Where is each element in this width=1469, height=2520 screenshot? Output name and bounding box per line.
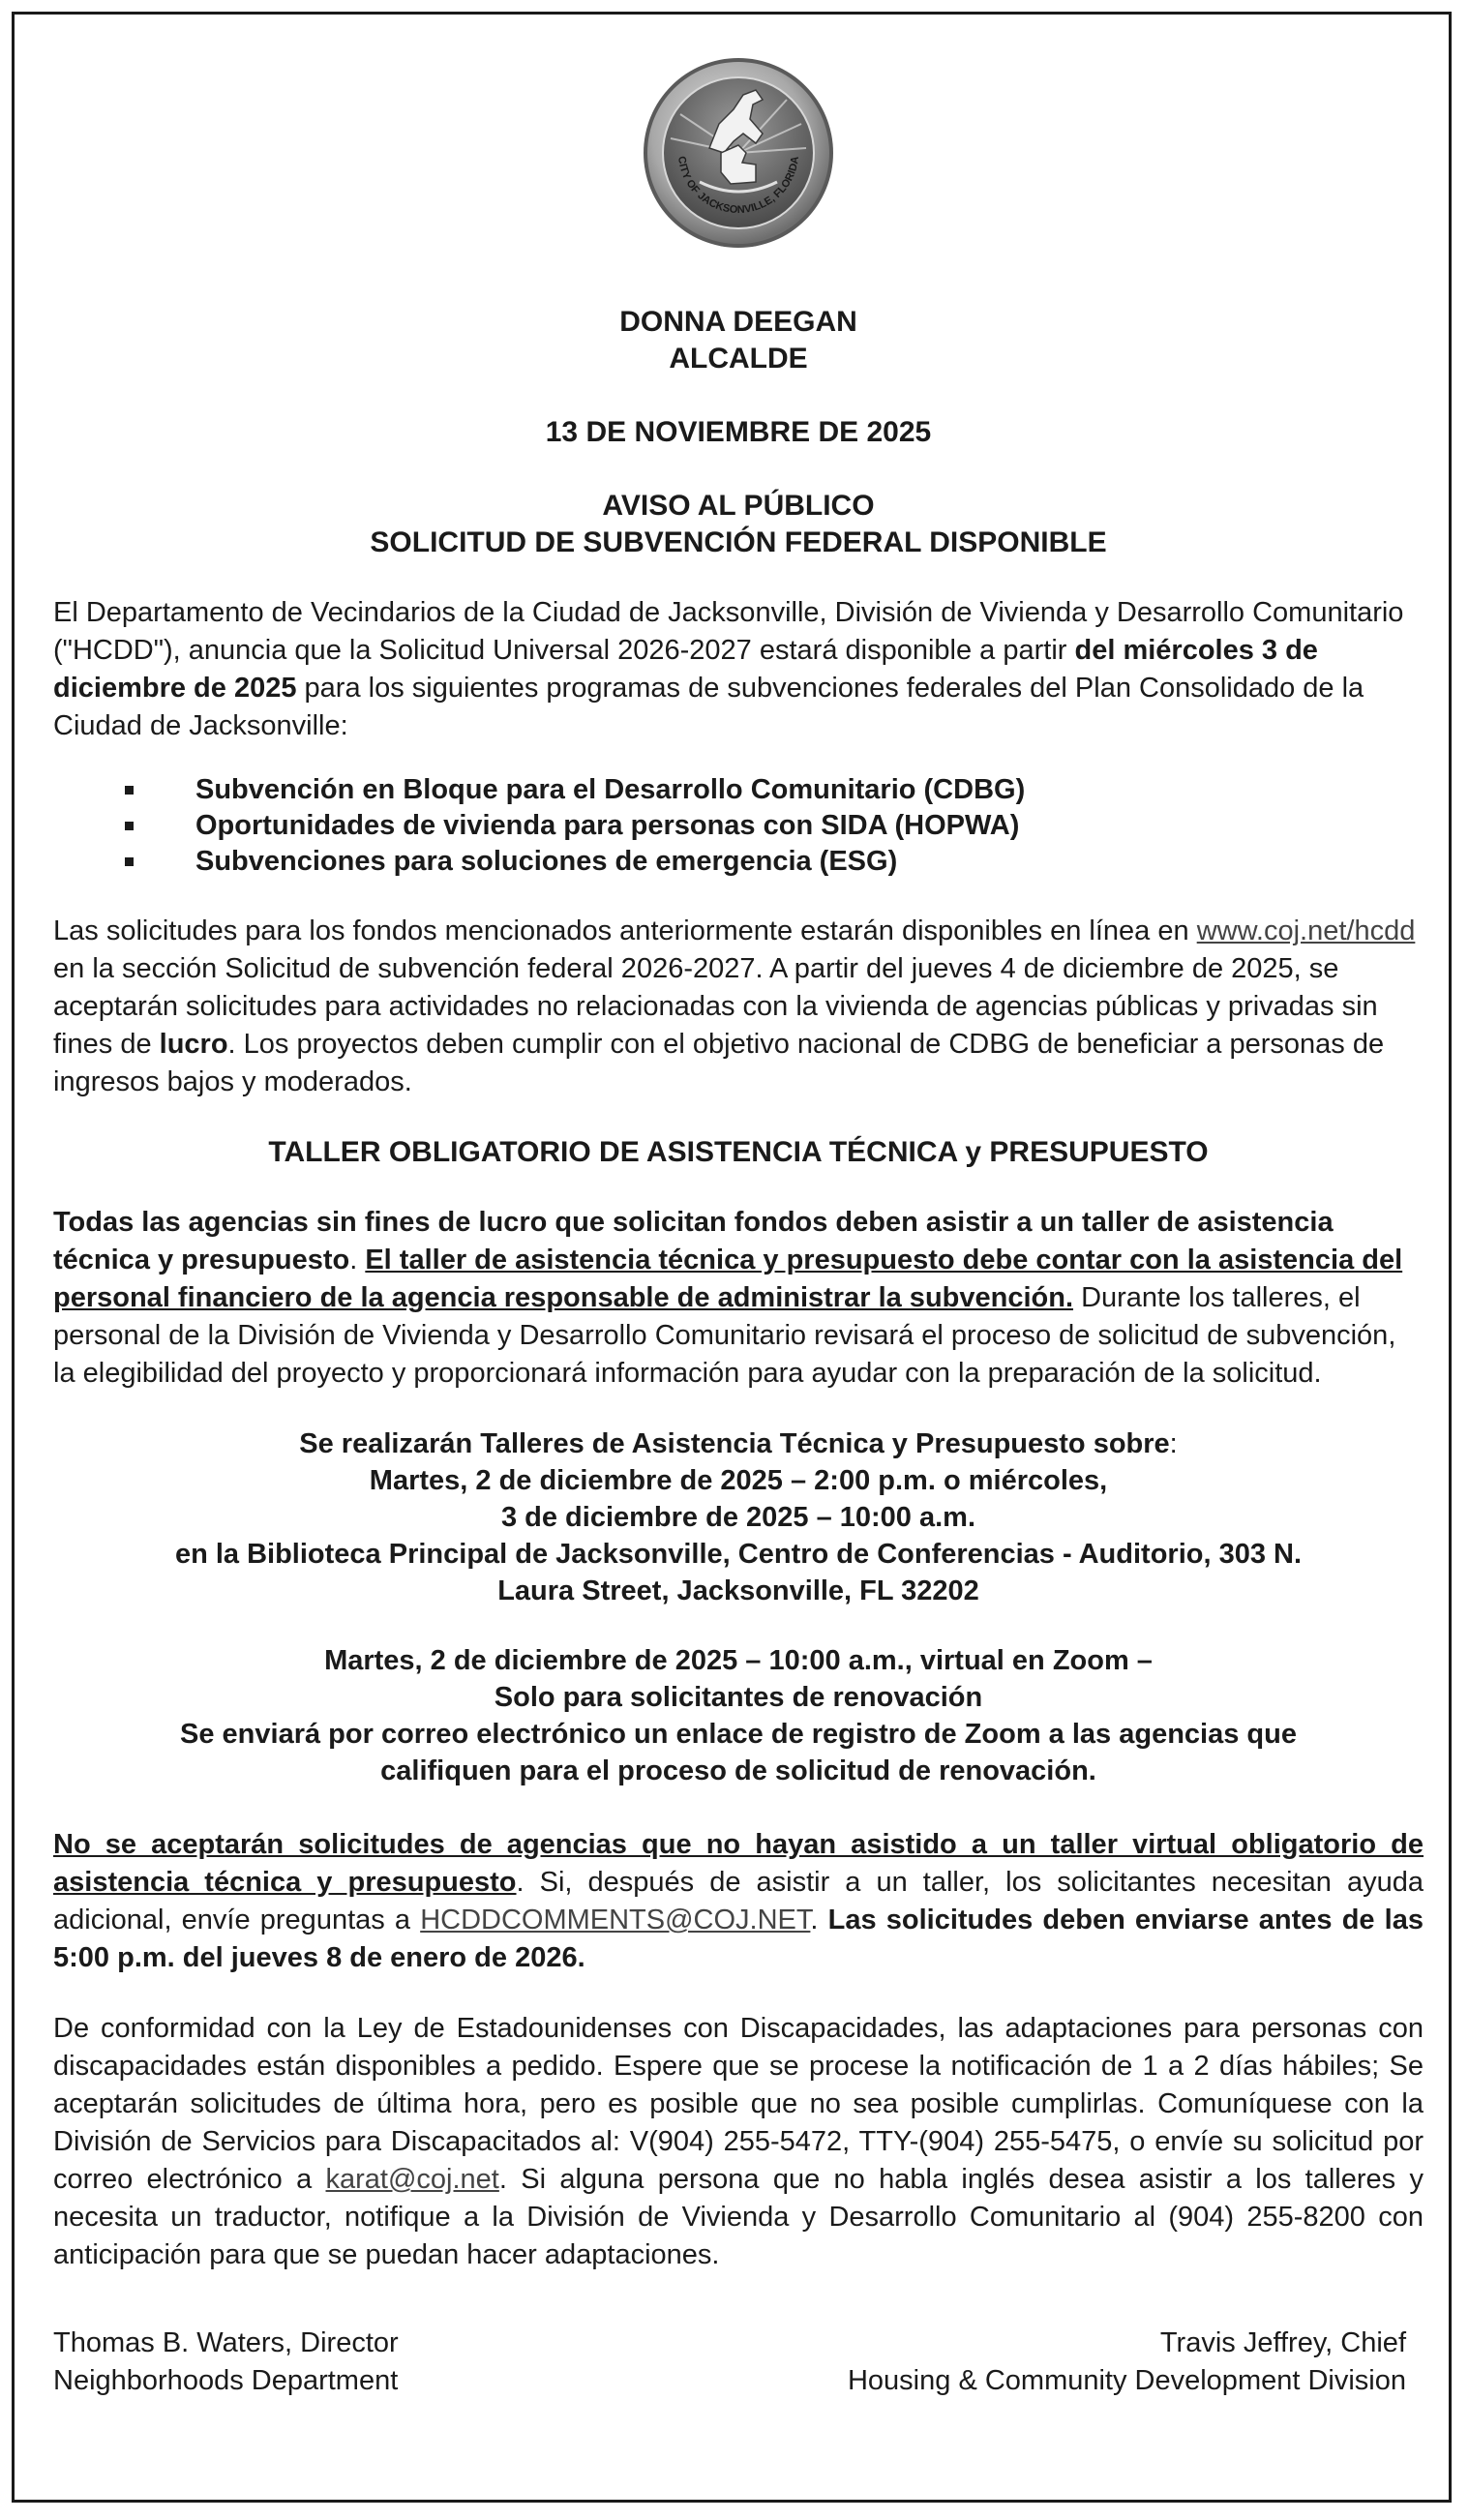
signature-left: Thomas B. Waters, Director Neighborhoods Department [53, 2327, 399, 2396]
workshop-sessions: Se realizarán Talleres de Asistencia Técnica y Presupuesto sobre: Martes, 2 de diciembre de 2025 – 2:00 p.m. o miércoles, 3 de diciembre de 2025 – 10:00 a.m. en la Biblioteca Principal de Jacksonville, Centro de Conferencias - Auditorio, 303 N. Laura Street, Jacksonville, FL 32202 [53, 1425, 1424, 1609]
sessions-intro: Se realizarán Talleres de Asistencia Técnica y Presupuesto sobre [299, 1428, 1170, 1459]
intro-paragraph: El Departamento de Vecindarios de la Ciudad de Jacksonville, División de Vivienda y Desarrollo Comunitario ("HCDD"), anuncia que la Solicitud Universal 2026-2027 estará disponible a partir del miércoles 3 de diciembre de 2025 para los siguientes programas de subvenciones federales del Plan Consolidado de la Ciudad de Jacksonville: [53, 597, 1404, 741]
signature-block [53, 2325, 1424, 2400]
notice-document [53, 56, 1424, 2400]
workshop-heading: TALLER OBLIGATORIO DE ASISTENCIA TÉCNICA y PRESUPUESTO [268, 1136, 1209, 1168]
availability-paragraph: Las solicitudes para los fondos mencionados anteriormente estarán disponibles en línea en www.coj.net/hcdd en la sección Solicitud de subvención federal 2026-2027. A partir del jueves 4 de diciembre de 2025, se aceptarán solicitudes para actividades no relacionadas con la vivienda de agencias públicas y privadas sin fines de lucro. Los proyectos deben cumplir con el objetivo nacional de CDBG de beneficiar a personas de ingresos bajos y moderados. [53, 915, 1416, 1097]
mayor-title: ALCALDE [669, 343, 808, 375]
hcdd-comments-email-link[interactable]: HCDDCOMMENTS@COJ.NET [420, 1905, 811, 1935]
city-seal-logo [642, 56, 835, 250]
karat-email-link[interactable]: karat@coj.net [325, 2164, 499, 2195]
hcdd-website-link[interactable]: www.coj.net/hcdd [1196, 915, 1416, 946]
workshop-paragraph: Todas las agencias sin fines de lucro que solicitan fondos deben asistir a un taller de asistencia técnica y presupuesto. El taller de asistencia técnica y presupuesto debe contar con la asistencia del personal financiero de la agencia responsable de administrar la subvención. Durante los talleres, el personal de la División de Vivienda y Desarrollo Comunitario revisará el proceso de solicitud de subvención, la elegibilidad del proyecto y proporcionará información para ayudar con la preparación de la solicitud. [53, 1207, 1403, 1389]
notice-subheading: SOLICITUD DE SUBVENCIÓN FEDERAL DISPONIBLE [370, 526, 1107, 558]
signature-right: Travis Jeffrey, Chief Housing & Community Development Division [847, 2327, 1406, 2396]
session-address: Laura Street, Jacksonville, FL 32202 [497, 1575, 979, 1606]
deadline-paragraph: No se aceptarán solicitudes de agencias que no hayan asistido a un taller virtual obligatorio de asistencia técnica y presupuesto. Si, después de asistir a un taller, los solicitantes necesitan ayuda adicional, envíe preguntas a HCDDCOMMENTS@COJ.NET. Las solicitudes deben enviarse antes de las 5:00 p.m. del jueves 8 de enero de 2026. [53, 1829, 1424, 1973]
svg-text:CITY OF JACKSONVILLE, FLORIDA: CITY OF JACKSONVILLE, FLORIDA [675, 155, 801, 217]
mayor-name: DONNA DEEGAN [619, 306, 857, 338]
session-location: en la Biblioteca Principal de Jacksonville, Centro de Conferencias - Auditorio, 303 N. [174, 1539, 1303, 1570]
notice-date: 13 DE NOVIEMBRE DE 2025 [545, 416, 932, 448]
list-item: Subvención en Bloque para el Desarrollo Comunitario (CDBG) [53, 772, 1424, 808]
list-item: Subvenciones para soluciones de emergencia (ESG) [53, 844, 1424, 880]
zoom-session: Martes, 2 de diciembre de 2025 – 10:00 a.m., virtual en Zoom – Solo para solicitantes de renovación Se enviará por correo electrónico un enlace de registro de Zoom a las agencias que califiquen para el proceso de solicitud de renovación. [180, 1645, 1297, 1786]
program-list [53, 772, 1424, 880]
ada-paragraph: De conformidad con la Ley de Estadounidenses con Discapacidades, las adaptaciones para personas con discapacidades están disponibles a pedido. Espere que se procese la notificación de 1 a 2 días hábiles; Se aceptarán solicitudes de última hora, pero es posible que no sea posible cumplirlas. Comuníquese con la División de Servicios para Discapacitados al: V(904) 255-5472, TTY-(904) 255-5475, o envíe su solicitud por correo electrónico a karat@coj.net. Si alguna persona que no habla inglés desea asistir a los talleres y necesita un traductor, notifique a la División de Vivienda y Desarrollo Comunitario al (904) 255-8200 con anticipación para que se puedan hacer adaptaciones. [53, 2013, 1424, 2270]
city-seal [53, 56, 1424, 259]
session-dates: Martes, 2 de diciembre de 2025 – 2:00 p.m. o miércoles, [369, 1465, 1108, 1496]
session-dates-2: 3 de diciembre de 2025 – 10:00 a.m. [500, 1502, 976, 1533]
notice-heading: AVISO AL PÚBLICO [602, 490, 875, 522]
list-item: Oportunidades de vivienda para personas con SIDA (HOPWA) [53, 808, 1424, 844]
